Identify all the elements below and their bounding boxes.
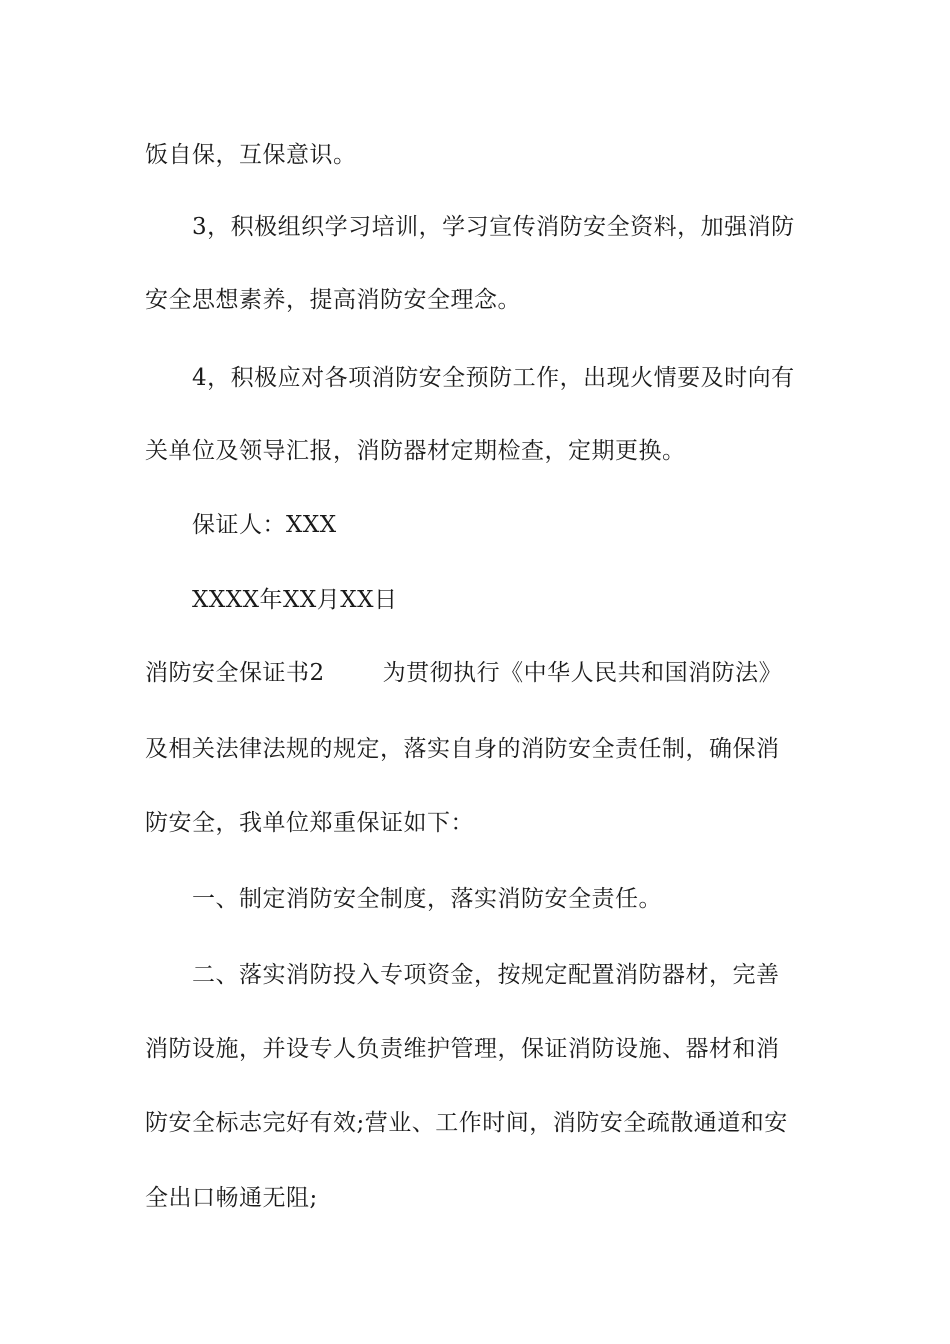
date-line: XXXX年XX月XX日 bbox=[192, 587, 398, 613]
paragraph-line: 及相关法律法规的规定，落实自身的消防安全责任制，确保消 bbox=[145, 736, 780, 762]
paragraph-line: 4，积极应对各项消防安全预防工作，出现火情要及时向有 bbox=[192, 365, 795, 391]
section-title: 消防安全保证书2 bbox=[145, 660, 325, 686]
paragraph-line: 防安全标志完好有效;营业、工作时间，消防安全疏散通道和安 bbox=[145, 1110, 788, 1136]
section-heading-line bbox=[145, 658, 825, 688]
paragraph-line: 安全思想素养，提高消防安全理念。 bbox=[145, 287, 521, 313]
paragraph-line: 防安全，我单位郑重保证如下： bbox=[145, 810, 474, 836]
paragraph-line: 二、落实消防投入专项资金，按规定配置消防器材，完善 bbox=[192, 962, 780, 988]
paragraph-line: 3，积极组织学习培训，学习宣传消防安全资料，加强消防 bbox=[192, 214, 795, 240]
paragraph-line: 饭自保，互保意识。 bbox=[145, 142, 357, 168]
signer-line: 保证人：XXX bbox=[192, 512, 337, 538]
paragraph-line: 一、制定消防安全制度，落实消防安全责任。 bbox=[192, 886, 662, 912]
paragraph-line: 全出口畅通无阻; bbox=[145, 1185, 318, 1211]
section-first-line: 为贯彻执行《中华人民共和国消防法》 bbox=[382, 660, 783, 686]
paragraph-line: 消防设施，并设专人负责维护管理，保证消防设施、器材和消 bbox=[145, 1036, 780, 1062]
paragraph-line: 关单位及领导汇报，消防器材定期检查，定期更换。 bbox=[145, 438, 686, 464]
